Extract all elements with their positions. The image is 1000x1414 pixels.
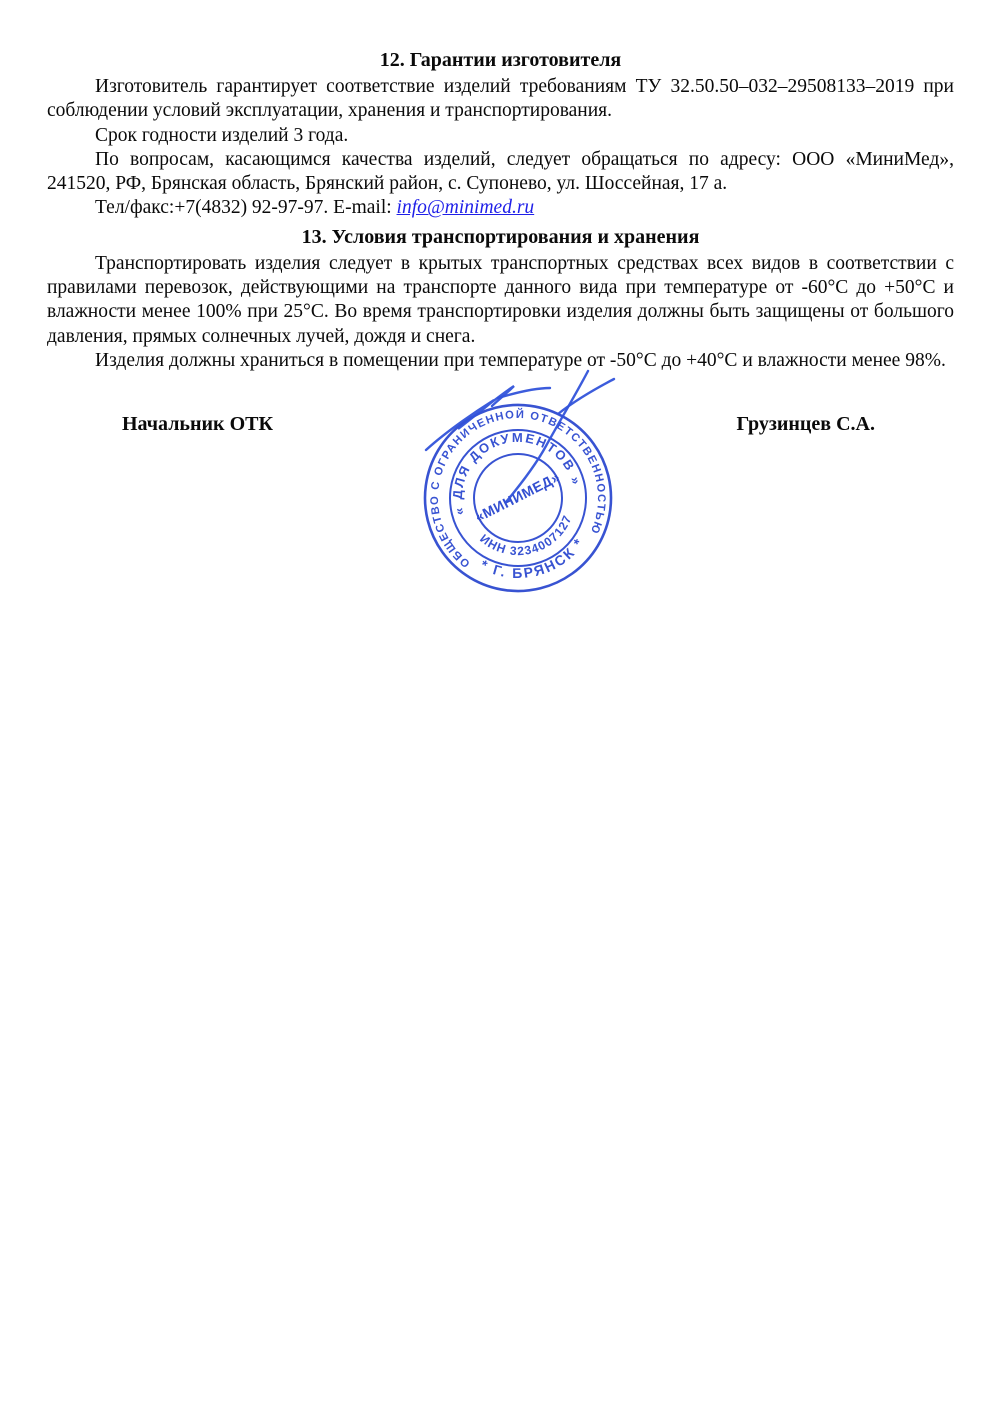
signer-name: Грузинцев С.А. xyxy=(736,413,875,436)
stamp-inn-text: ИНН 3234007127 xyxy=(477,512,575,559)
stamp-for-documents-text: « ДЛЯ ДОКУМЕНТОВ » xyxy=(449,429,585,517)
email-link[interactable]: info@minimed.ru xyxy=(396,197,535,219)
contact-text: Тел/факс:+7(4832) 92-97-97. E-mail: xyxy=(95,197,397,219)
round-stamp xyxy=(405,385,630,610)
stamp-city-text: * Г. БРЯНСК * xyxy=(478,534,588,581)
stamp-company-name: «МИНИМЕД» xyxy=(472,468,563,526)
stamp-and-signature xyxy=(398,362,658,612)
section-12-paragraph-3: По вопросам, касающимся качества изделий, следует обращаться по адресу: ООО «МиниМед», 241520, РФ, Брянская область, Брянский район, с. Супонево, ул. Шоссейная, 17 а. xyxy=(47,148,954,195)
section-13-paragraph-2: Изделия должны храниться в помещении при температуре от -50°С до +40°С и влажности менее 98%. xyxy=(95,349,946,371)
contact-line xyxy=(47,196,954,220)
stamp-outer-ring-text: ОБЩЕСТВО С ОГРАНИЧЕННОЙ ОТВЕТСТВЕННОСТЬЮ xyxy=(428,408,608,570)
section-12-paragraph-2: Срок годности изделий 3 года. xyxy=(95,124,349,146)
section-13-heading: 13. Условия транспортирования и хранения xyxy=(301,225,700,248)
section-12-heading: 12. Гарантии изготовителя xyxy=(379,49,622,71)
section-12-paragraph-1: Изготовитель гарантирует соответствие изделий требованиям ТУ 32.50.50–032–29508133–2019 при соблюдении условий эксплуатации, хранения и транспортирования. xyxy=(47,76,954,122)
section-13-paragraph-1: Транспортировать изделия следует в крытых транспортных средствах всех видов в соответствии с правилами перевозок, действующими на транспорте данного вида при температуре от -60°С до +50°С и влажности менее 100% при 25°С. Во время транспортировки изделия должны быть защищены от большого давления, прямых солнечных лучей, дождя и снега. xyxy=(47,252,954,347)
signer-position: Начальник ОТК xyxy=(122,413,273,436)
